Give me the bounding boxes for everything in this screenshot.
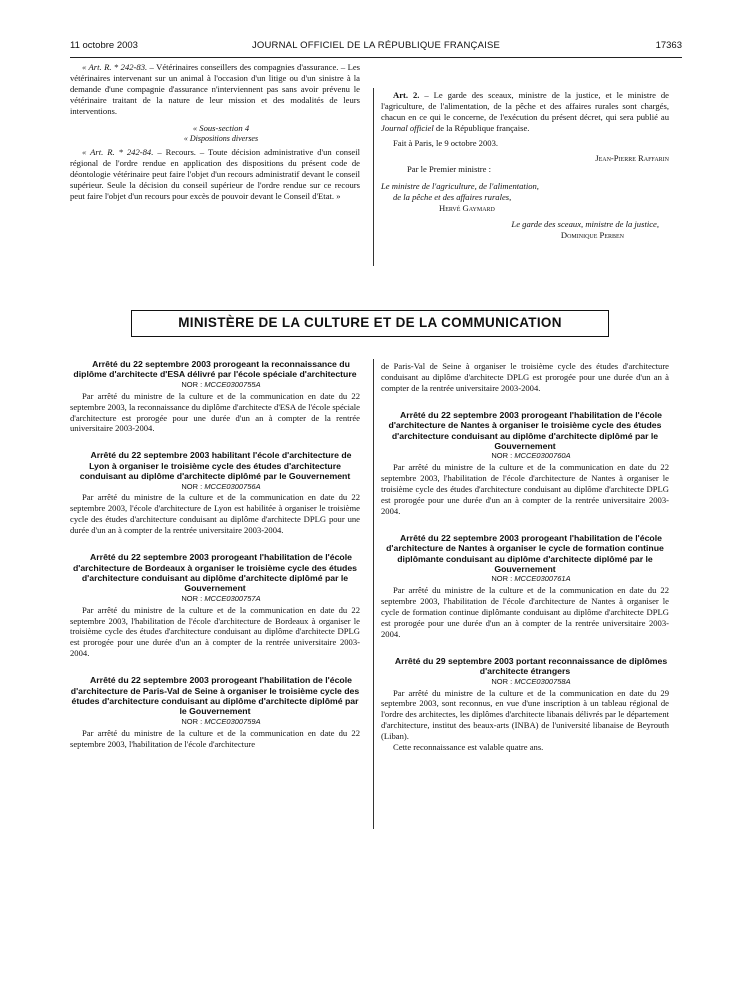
article-text-end: de la République française. (433, 122, 530, 133)
decree-body: Par arrêté du ministre de la culture et de la communication en date du 29 septembre 2003, sont reconnus, en vue d'une inscription à un tableau régional de l'ordre des architectes, les diplômes d'architecte libanais délivrés par le département d'architecture, institut des beaux-arts (INBA) de l'université libanaise de Beyrouth (Liban). (381, 687, 669, 742)
signatory-agriculture-minister: Hervé Gaymard (439, 203, 495, 214)
article-text: – Le garde des sceaux, ministre de la justice, et le ministre de l'agriculture, de l'alimentation, de la pêche et des affaires rurales sont chargés, chacun en ce qui le concerne, de l'exécution du présent décret, qui sera publié au (381, 90, 669, 122)
decree-paris-val-de-seine (70, 675, 360, 749)
decree-title: Arrêté du 29 septembre 2003 portant reconnaissance de diplômes d'architecte étrangers (394, 655, 668, 677)
justice-minister-title: Le garde des sceaux, ministre de la justice, (511, 219, 659, 230)
journal-reference: Journal officiel (381, 122, 434, 133)
decree-nor (381, 451, 669, 462)
top-left-column (70, 62, 360, 202)
article-2 (381, 90, 669, 134)
decree-body: Par arrêté du ministre de la culture et de la communication en date du 22 septembre 2003, l'école d'architecture de Lyon est habilitée à organiser le troisième cycle des études d'architecture conduisant au diplôme d'architecte DPLG pour une durée d'un an à compter de la rentrée universitaire 2003-2004. (70, 492, 360, 536)
decree-lyon (70, 450, 360, 536)
nor-prefix: NOR : (491, 451, 513, 461)
nor-code: MCCE0300761A (514, 574, 571, 584)
decree-continuation: de Paris-Val de Seine à organiser le troisième cycle des études d'architecture conduisant au diplôme d'architecte DPLG est prorogée pour une durée d'un an à compter de la rentrée universitaire 2003-2004. (381, 361, 669, 393)
fait-a-paris: Fait à Paris, le 9 octobre 2003. (393, 137, 499, 148)
subsection-title: « Dispositions diverses (183, 134, 259, 144)
nor-code: MCCE0300756A (204, 481, 261, 491)
decree-nor (70, 717, 360, 728)
signatory-prime-minister: Jean-Pierre Raffarin (595, 152, 669, 163)
nor-prefix: NOR : (491, 676, 513, 686)
signatory-justice-minister: Dominique Perben (560, 229, 624, 240)
decree-bordeaux (70, 552, 360, 659)
decree-esa (70, 359, 360, 434)
decree-body: Par arrêté du ministre de la culture et de la communication en date du 22 septembre 2003, l'habilitation de l'école d'architecture de Bordeaux à organiser le troisième cycle des études d'architecture conduisant au diplôme d'architecte DPLG est prorogée pour une durée d'un an à compter de la rentrée universitaire 2003-2004. (70, 604, 360, 659)
nor-prefix: NOR : (181, 593, 203, 603)
bottom-left-column (70, 359, 360, 750)
column-divider-top (373, 88, 374, 266)
par-le-premier-ministre: Par le Premier ministre : (407, 164, 492, 175)
nor-code: MCCE0300757A (204, 593, 261, 603)
decree-title: Arrêté du 22 septembre 2003 prorogeant la reconnaissance du diplôme d'architecte d'ESA délivré par l'école spéciale d'architecture (73, 359, 357, 380)
minister-title-line1: Le ministre de l'agriculture, de l'alimentation, (381, 181, 539, 192)
nor-prefix: NOR : (181, 379, 203, 389)
header-date: 11 octobre 2003 (70, 40, 138, 51)
decree-body: Par arrêté du ministre de la culture et de la communication en date du 22 septembre 2003, la reconnaissance du diplôme d'architecte d'ESA de l'école spéciale d'architecture est prorogée pour une durée d'un an à compter de la rentrée universitaire 2003-2004. (70, 390, 360, 434)
header-page-number: 17363 (655, 40, 682, 51)
article-label: « Art. R. * 242-84. (82, 147, 154, 158)
column-divider-bottom (373, 359, 374, 829)
decree-title: Arrêté du 22 septembre 2003 prorogeant l'habilitation de l'école d'architecture de Nantes à organiser le cycle de formation continue diplômante conduisant au diplôme d'architecte diplômé par le Gouvernement (386, 532, 664, 574)
decree-title: Arrêté du 22 septembre 2003 prorogeant l'habilitation de l'école d'architecture de Paris-Val de Seine à organiser le troisième cycle des études d'architecture conduisant au diplôme d'architecte diplômé par le Gouvernement (70, 675, 360, 717)
ministry-banner: MINISTÈRE DE LA CULTURE ET DE LA COMMUNICATION (131, 310, 609, 337)
decree-body-validity: Cette reconnaissance est valable quatre ans. (393, 742, 544, 753)
nor-code: MCCE0300758A (514, 676, 571, 686)
decree-body: Par arrêté du ministre de la culture et de la communication en date du 22 septembre 2003, l'habilitation de l'école d'architecture (70, 727, 360, 749)
decree-body: Par arrêté du ministre de la culture et de la communication en date du 22 septembre 2003, l'habilitation de l'école d'architecture de Nantes à organiser le cycle de formation continue diplômante conduisant au diplôme d'architecte DPLG est prorogée pour une durée d'un an à compter de la rentrée universitaire 2003-2004. (381, 585, 669, 639)
header-rule (70, 57, 682, 58)
article-text: – Vétérinaires conseillers des compagnies d'assurance. – Les vétérinaires intervenant sur un animal à l'occasion d'un litige ou d'un sinistre à la demande d'une compagnie d'assurance n'interviennent pas sans avoir prévenu le vétérinaire traitant de la nature de leur mission et des modalités de leurs interventions. (70, 62, 360, 116)
article-text: – Recours. – Toute décision administrative d'un conseil régional de l'ordre rendue en application des dispositions du présent code de déontologie vétérinaire peut faire l'objet d'un recours administratif devant le conseil supérieur. Seule la décision du conseil supérieur de l'ordre rendue sur ce recours peut faire l'objet d'un recours pour excès de pouvoir devant le Conseil d'Etat. » (70, 147, 360, 201)
decree-nor (381, 574, 669, 585)
decree-nor (70, 482, 360, 493)
decree-title: Arrêté du 22 septembre 2003 prorogeant l'habilitation de l'école d'architecture de Nantes à organiser le troisième cycle des études d'architecture conduisant au diplôme d'architecte diplômé par le Gouvernement (388, 409, 662, 451)
nor-prefix: NOR : (181, 716, 203, 726)
article-r242-83 (70, 62, 360, 117)
decree-nantes-formation-continue (381, 533, 669, 640)
article-r242-84 (70, 147, 360, 202)
minister-title-line2: de la pêche et des affaires rurales, (393, 192, 512, 203)
decree-body: Par arrêté du ministre de la culture et de la communication en date du 22 septembre 2003, l'habilitation de l'école d'architecture de Nantes à organiser le troisième cycle des études d'architecture conduisant au diplôme d'architecte DPLG est prorogée pour une durée d'un an à compter de la rentrée universitaire 2003-2004. (381, 462, 669, 516)
article-label: « Art. R. * 242-83. (82, 62, 148, 72)
decree-nor (70, 380, 360, 391)
nor-prefix: NOR : (491, 574, 513, 584)
decree-title: Arrêté du 22 septembre 2003 prorogeant l'habilitation de l'école d'architecture de Bordeaux à organiser le troisième cycle des études d'architecture conduisant au diplôme d'architecte diplômé par le Gouvernement (72, 552, 358, 594)
decree-nor (70, 594, 360, 605)
page-header (70, 40, 682, 54)
decree-diplomes-etrangers (381, 656, 669, 753)
nor-prefix: NOR : (181, 481, 203, 491)
nor-code: MCCE0300755A (204, 379, 261, 389)
decree-nantes-troisieme-cycle (381, 410, 669, 517)
nor-code: MCCE0300760A (514, 451, 571, 461)
decree-nor (381, 677, 669, 688)
nor-code: MCCE0300759A (204, 716, 261, 726)
article-label: Art. 2. (393, 90, 420, 100)
subsection-number: « Sous-section 4 (192, 122, 250, 133)
top-right-column (381, 90, 669, 241)
decree-title: Arrêté du 22 septembre 2003 habilitant l'école d'architecture de Lyon à organiser le troisième cycle des études d'architecture conduisant au diplôme d'architecte diplômé par le Gouvernement (79, 450, 352, 482)
header-journal-title: JOURNAL OFFICIEL DE LA RÉPUBLIQUE FRANÇAISE (251, 40, 501, 51)
bottom-right-column (381, 361, 669, 753)
